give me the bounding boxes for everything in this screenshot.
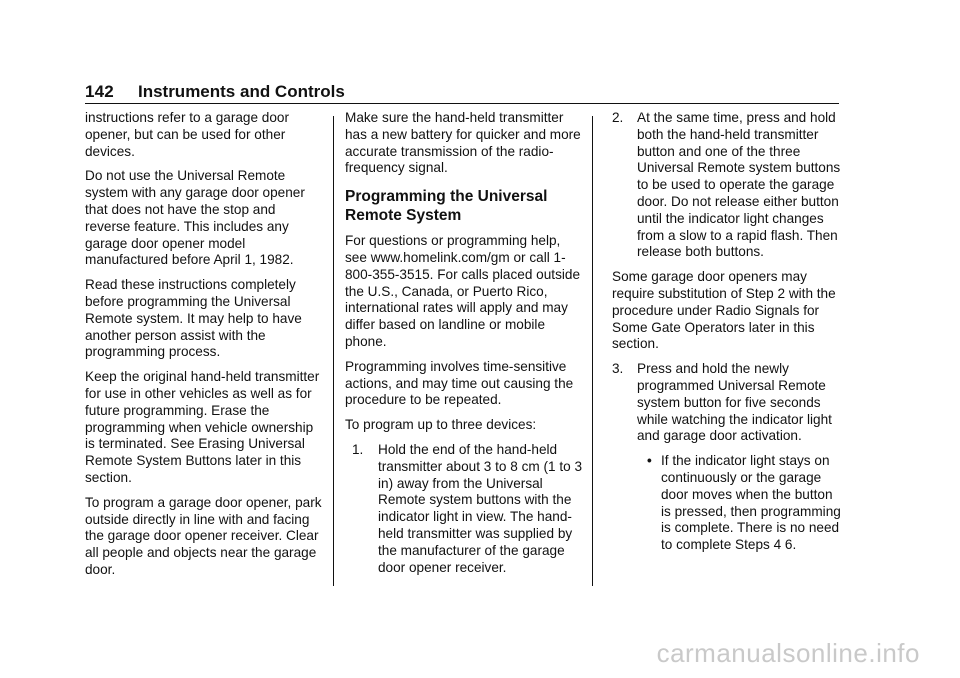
step-text: Press and hold the newly programmed Universal Remote system button for five seconds while watching the indicator light and garage door activation. bbox=[637, 361, 832, 444]
page-number: 142 bbox=[85, 82, 114, 101]
bullet-mark: • bbox=[647, 453, 652, 469]
column-3 bbox=[612, 110, 842, 562]
column-divider bbox=[333, 116, 334, 586]
paragraph: To program up to three devices: bbox=[345, 417, 537, 433]
column-1 bbox=[85, 110, 323, 587]
paragraph: Make sure the hand-held transmitter has a new battery for quicker and more accurate transmission of the radio-frequency signal. bbox=[345, 110, 581, 176]
step-number: 2. bbox=[612, 110, 624, 125]
step-text: Hold the end of the hand-held transmitter about 3 to 8 cm (1 to 3 in) away from the Universal Remote system buttons with the indicator light in view. The hand-held transmitter was supplied by the manufacturer of the garage door opener receiver. bbox=[378, 441, 582, 575]
paragraph: instructions refer to a garage door opener, but can be used for other devices. bbox=[85, 110, 290, 159]
step-number: 1. bbox=[352, 441, 364, 457]
step-number: 3. bbox=[612, 361, 624, 377]
paragraph: Read these instructions completely before programming the Universal Remote system. It may help to have another person assist with the programming process. bbox=[85, 277, 302, 360]
paragraph: Do not use the Universal Remote system with any garage door opener that does not have the stop and reverse feature. This includes any garage door opener model manufactured before April 1, 1982. bbox=[85, 168, 305, 268]
section-heading: Programming the Universal Remote System bbox=[345, 188, 548, 225]
watermark: carmanualsonline.info bbox=[656, 638, 920, 668]
step-2 bbox=[612, 110, 842, 261]
step-note: Some garage door openers may require substitution of Step 2 with the procedure under Radio Signals for Some Gate Operators later in this section. bbox=[612, 269, 836, 352]
bullet-item bbox=[647, 453, 842, 554]
section-title: Instruments and Controls bbox=[137, 82, 345, 101]
bullet-text: If the indicator light stays on continuously or the garage door moves when the button is pressed, then programming is complete. There is no need to complete Steps 4 6. bbox=[661, 453, 841, 553]
step-3 bbox=[612, 361, 842, 445]
column-2 bbox=[345, 110, 583, 584]
step-text: At the same time, press and hold both the hand-held transmitter button and one of the three Universal Remote system buttons to be used to operate the garage door. Do not release either button until the indicator light changes from a slow to a rapid flash. Then release both buttons. bbox=[637, 110, 841, 260]
header-rule bbox=[85, 103, 839, 104]
column-divider bbox=[592, 116, 593, 586]
paragraph: Programming involves time-sensitive actions, and may time out causing the procedure to be repeated. bbox=[345, 358, 574, 408]
paragraph: To program a garage door opener, park outside directly in line with and facing the garage door opener receiver. Clear all people and objects near the garage door. bbox=[85, 494, 322, 577]
paragraph: For questions or programming help, see www.homelink.com/gm or call 1-800-355-3515. For calls placed outside the U.S., Canada, or Puerto Rico, international rates will apply and may differ based on landline or mobile phone. bbox=[345, 233, 581, 349]
paragraph: Keep the original hand-held transmitter for use in other vehicles as well as for future programming. Erase the programming when vehicle ownership is terminated. See Erasing Universal Remote System Buttons later in this section. bbox=[85, 369, 320, 485]
page-header bbox=[85, 82, 839, 102]
step-1 bbox=[345, 442, 583, 576]
